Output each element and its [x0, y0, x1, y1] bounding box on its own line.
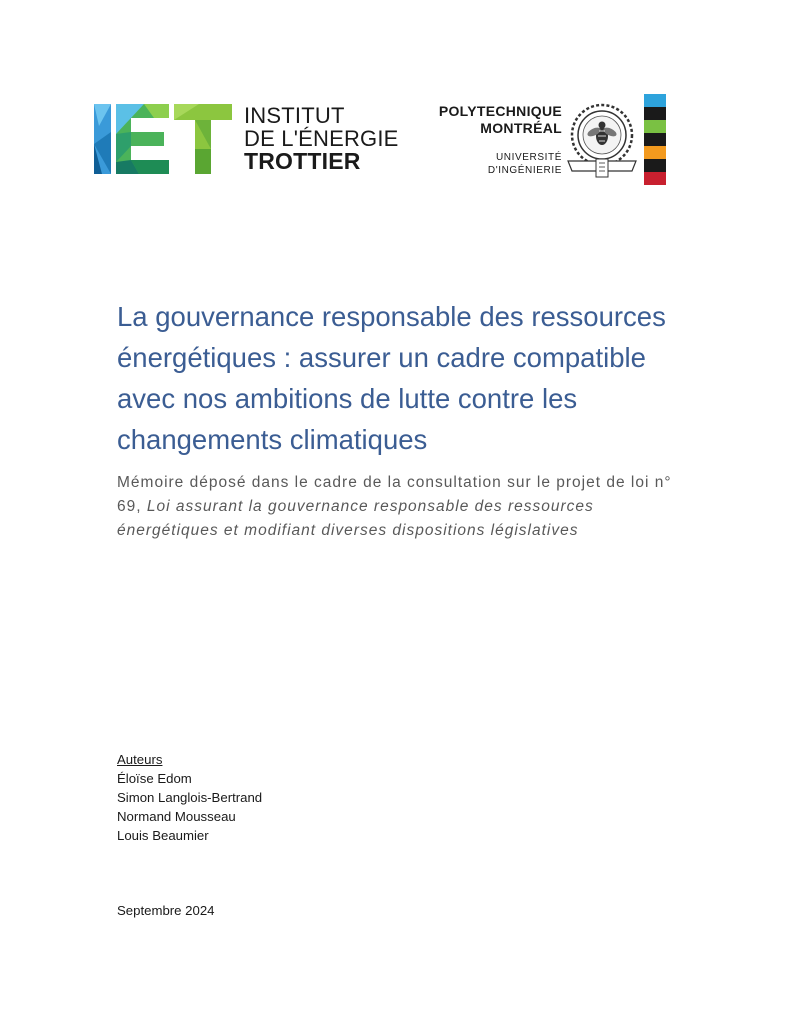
- bill-name: Loi assurant la gouvernance responsable des ressources énergétiques et modifiant diverses dispositions législatives: [117, 498, 594, 539]
- subtitle-text: Mémoire déposé dans le cadre de la consultation sur le projet de loi n° 69,: [117, 474, 672, 515]
- color-swatch: [644, 146, 666, 159]
- iet-line-1: INSTITUT: [244, 103, 345, 128]
- color-swatch: [644, 94, 666, 107]
- authors-block: [117, 750, 262, 845]
- authors-heading: Auteurs: [117, 752, 163, 767]
- iet-line-2: DE L'ÉNERGIE: [244, 126, 399, 151]
- author-name: Éloïse Edom: [117, 771, 192, 786]
- iet-logo-mark-icon: [94, 104, 234, 174]
- polytechnique-name: [439, 103, 562, 137]
- iet-line-3: TROTTIER: [244, 148, 361, 174]
- author-name: Louis Beaumier: [117, 828, 209, 843]
- author-name: Simon Langlois-Bertrand: [117, 790, 263, 805]
- document-title: La gouvernance responsable des ressources énergétiques : assurer un cadre compatible avec nos ambitions de lutte contre les changements climatiques: [117, 301, 666, 455]
- polytechnique-subtitle: [488, 151, 562, 177]
- poly-name-line-1: POLYTECHNIQUE: [438, 103, 562, 119]
- color-swatch: [644, 133, 666, 146]
- iet-logo-text: [244, 104, 399, 173]
- poly-sub-line-1: UNIVERSITÉ: [495, 152, 562, 163]
- color-swatch: [644, 172, 666, 185]
- iet-logo: [94, 103, 399, 176]
- poly-name-line-2: MONTRÉAL: [480, 120, 562, 136]
- document-date: Septembre 2024: [117, 903, 215, 918]
- document-subtitle: [117, 471, 677, 543]
- poly-sub-line-2: D'INGÉNIERIE: [487, 165, 562, 176]
- polytechnique-seal-icon: [566, 101, 638, 181]
- polytechnique-color-bar: [644, 94, 666, 186]
- author-name: Normand Mousseau: [117, 809, 236, 824]
- color-swatch: [644, 120, 666, 133]
- polytechnique-logo: [438, 94, 670, 188]
- color-swatch: [644, 107, 666, 120]
- color-swatch: [644, 159, 666, 172]
